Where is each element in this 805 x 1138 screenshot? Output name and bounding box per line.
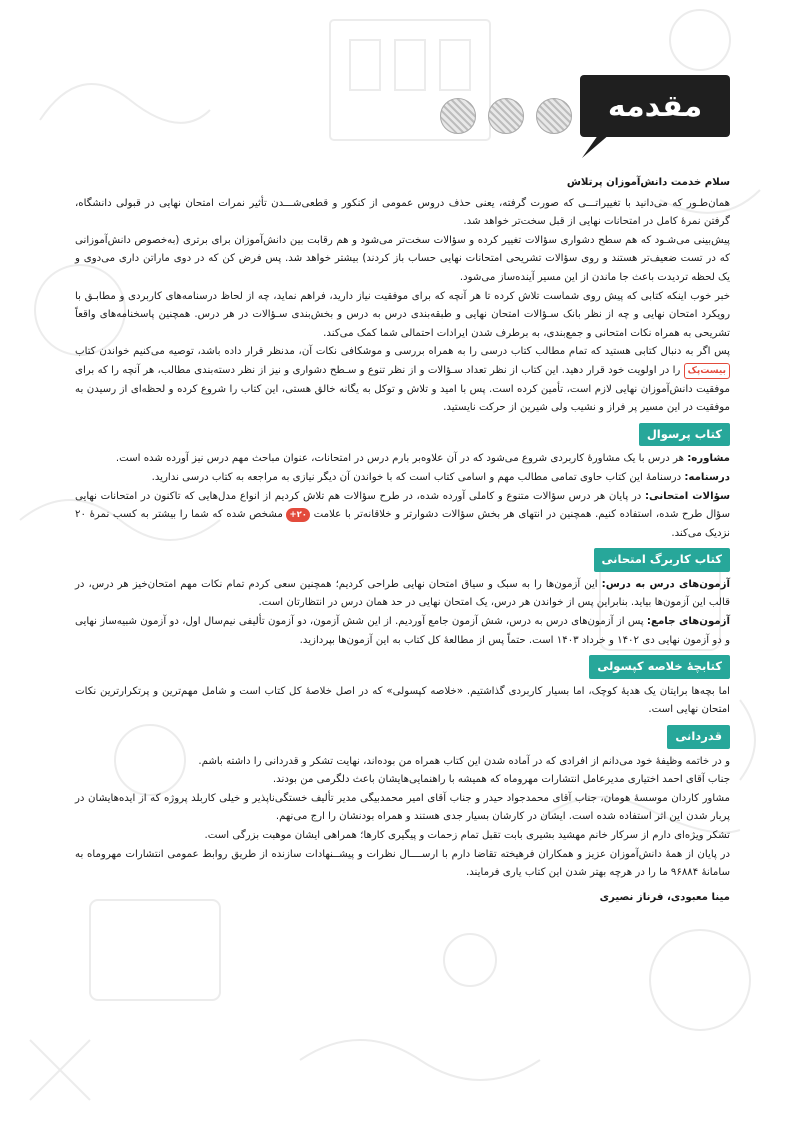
intro-paragraph-3: خبر خوب اینکه کتابی که پیش روی شماست تلاش کرده تا هر آنچه که برای موفقیت نیاز دارید، فراهم نماید، چه از لحاظ درسنامه‌های کاربردی و مطابـق با رویکرد امتحان نهایی و چه از نظر بانک سـؤالات امتحان نهایی و طبقه‌بندی درس به درس و بخش‌بندی سـؤالات در هر درس. همچنین پاسخنامه‌های واقعاً تشریحی به همراه نکات امتحانی و جمع‌بندی، به برطرف شدن ایرادات احتمالی شما کمک می‌کند. bbox=[75, 290, 730, 339]
signature: مینا معبودی، فرناز نصیری bbox=[599, 891, 730, 903]
dot-1 bbox=[440, 98, 476, 134]
term-label: سؤالات امتحانی: bbox=[644, 490, 730, 502]
thanks-paragraph-3: مشاور کاردان موسسهٔ هومان، جناب آقای محمدجواد حیدر و جناب آقای امیر محمدبیگی مدیر تألیف خستگی‌ناپذیر و خیلی کاربلد پروژه که از ایده‌هایشان در پربار شدن این اثر استفاده شده است. ایشان در کارشان بسیار جدی هستند و همراه بودنشان را ارج می‌نهم. bbox=[75, 792, 730, 823]
section-title-capsule: کتابچهٔ خلاصه کپسولی bbox=[589, 655, 730, 679]
term-text-before: در پایان هر درس سؤالات متنوع و کاملی آورده شده، در طرح سؤالات هم تلاش کردیم از انواع مدل‌هایی که تاکنون در امتحانات نهایی سؤال طرح شده، استفاده کنیم. همچنین در انتهای هر بخش سؤالات دشوارتر و خلاقانه‌تر با علامت bbox=[75, 490, 730, 521]
page-title: مقدمه bbox=[607, 88, 703, 124]
intro-last-before: پس اگر به دنبال کتابی هستید که تمام مطالب کتاب درسی را به همراه بررسی و موشکافی نکات آن، مدنظر قرار داده باشد، توصیه می‌کنیم خواندن کتاب bbox=[75, 346, 730, 358]
greeting: سلام خدمت دانش‌آموزان پرتلاش bbox=[566, 177, 730, 188]
term-label: آزمون‌های درس به درس: bbox=[601, 578, 730, 590]
thanks-paragraph-4: تشکر ویژه‌ای دارم از سرکار خانم مهشید بشیری بابت تقبل تمام زحمات و پیگیری کارها؛ همراهی ایشان موهبت بزرگی است. bbox=[204, 830, 730, 841]
intro-paragraph-4 bbox=[75, 343, 730, 417]
intro-last-after: را در اولویت خود قرار دهید. این کتاب از نظر تعداد سـؤالات و از نظر تنوع و سـطح دشواری و نیز از نظر دسته‌بندی مطالب، هر آنچه را که برای موفقیت دانش‌آموزان نهایی لازم است، تأمین کرده است. پس با امید و تلاش و توکل به یگانه خالق هستی، این کتاب را شروع کرده و لحظه‌ای از رسیدن به موفقیت در این مسیر پر فراز و نشیب ولی شیرین از حرکت نایستید. bbox=[75, 364, 730, 414]
main-content bbox=[75, 174, 730, 907]
header-dots bbox=[440, 98, 580, 138]
brand-logo: بیست‌پک bbox=[684, 363, 730, 379]
term-label: مشاوره: bbox=[687, 453, 730, 465]
term-label: آزمون‌های جامع: bbox=[646, 616, 730, 628]
section-title-book: کتاب پرسوال bbox=[639, 423, 730, 447]
thanks-paragraph-5: در پایان از همهٔ دانش‌آموزان عزیز و همکاران فرهیخته تقاضا دارم با ارســــال نظرات و پیشــنهادات سازنده از طریق روابط عمومی انتشارات مهروماه به سامانهٔ ۹۶۸۸۴ ما را در هرچه بهتر شدن این کتاب یاری فرمایند. bbox=[75, 848, 730, 879]
dot-2 bbox=[488, 98, 524, 134]
section2-item-1 bbox=[75, 576, 730, 613]
term-text: هر درس با یک مشاورهٔ کاربردی شروع می‌شود که در آن علاوه‌بر بارم درس در امتحانات، عنوان مباحث مهم درس نیز آورده شده است. bbox=[115, 453, 688, 465]
section1-item-3 bbox=[75, 488, 730, 544]
intro-paragraph-2: پیش‌بینی می‌شـود که هم سطح دشواری سؤالات تغییر کرده و سؤالات سخت‌تر می‌شود و هم رقابت بین دانش‌آموزان برای برتری (به‌خصوص دانش‌آموزانی که در تست ضعیف‌تر هستند و روی سؤالات تشریحی امتحانات نهایی حساب باز کردند) بیشتر خواهد شد. پس فرض کن که در دوی ماراتن داری می‌دوی و یک لحظه تردیدت باعث جا ماندن از این مسیر آینده‌ساز می‌شود. bbox=[75, 234, 730, 283]
section2-item-2 bbox=[75, 613, 730, 650]
term-text: این آزمون‌ها را به سبک و سیاق امتحان نهایی طراحی کردیم؛ همچنین سعی کردم تمام نکات مهم امتحان‌خیز هر درس، در قالب این آزمون‌ها بیاید. بنابراین پس از خواندن هر درس، یک امتحان نهایی در حد همان درس در انتظارتان است. bbox=[75, 578, 730, 609]
term-text-after: مشخص شده که شما را بیشتر به کسب نمرهٔ ۲۰ نزدیک می‌کند. bbox=[75, 509, 730, 539]
section1-item-1 bbox=[75, 450, 730, 469]
thanks-paragraph-1: و در خاتمه وظیفهٔ خود می‌دانم از افرادی که در آماده شدن این کتاب همراه من بوده‌اند، نهایت تشکر و قدردانی را داشته باشم. bbox=[198, 755, 730, 767]
section-title-thanks: قدردانی bbox=[667, 725, 730, 749]
term-label: درسنامه: bbox=[684, 471, 730, 483]
thanks-paragraph-2: جناب آقای احمد اختیاری مدیرعامل انتشارات مهروماه که همیشه با راهنمایی‌هایشان باعث دلگرمی من بودند. bbox=[272, 774, 730, 786]
plus20-mark: ۲۰+ bbox=[286, 508, 310, 522]
term-text: پس از آزمون‌های درس به درس، شش آزمون جامع آوردیم. از این شش آزمون، دو آزمون تألیفی نیم‌سال اول، دو آزمون شبیه‌ساز نهایی و دو آزمون نهایی دی ۱۴۰۲ و خرداد ۱۴۰۳ است. حتماً پس از مطالعهٔ کل کتاب به این آزمون‌ها بپردازید. bbox=[75, 616, 730, 646]
term-text: درسنامهٔ این کتاب حاوی تمامی مطالب مهم و اسامی کتاب است که با خواندن آن دیگر نیازی به مراجعه به کتاب درسی ندارید. bbox=[151, 471, 685, 483]
title-box bbox=[580, 75, 730, 137]
intro-paragraph-1: همان‌طـور که می‌دانید با تغییراتـــی که صورت گرفته، یعنی حذف دروس عمومی از کنکور و قطعی‌شـــدن تأثیر نمرات امتحان نهایی در قبولی دانشگاه، گرفتن نمرهٔ کامل در امتحانات نهایی از قبل سخت‌تر خواهد شد. bbox=[75, 197, 730, 228]
section-title-worksheet: کتاب کاربرگ امتحانی bbox=[594, 548, 730, 572]
section1-item-2 bbox=[75, 469, 730, 488]
dot-3 bbox=[536, 98, 572, 134]
title-tail bbox=[582, 134, 610, 158]
section3-paragraph: اما بچه‌ها برایتان یک هدیهٔ کوچک، اما بسیار کاربردی گذاشتیم. «خلاصه کپسولی» که در اصل خلاصهٔ کل کتاب است و شامل مهم‌ترین و پرتکرارترین نکات امتحان نهایی است. bbox=[75, 685, 730, 716]
